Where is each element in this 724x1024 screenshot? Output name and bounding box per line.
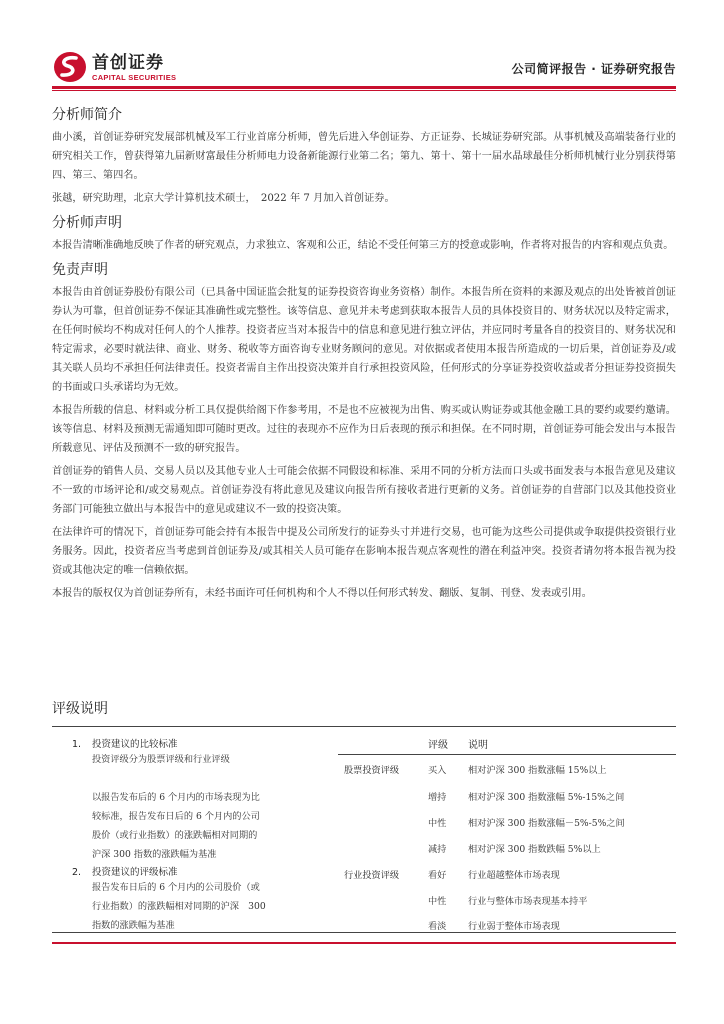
header-divider-thin: [52, 90, 676, 91]
disclaimer-paragraph: 本报告的版权仅为首创证券所有，未经书面许可任何机构和个人不得以任何形式转发、翻版、复制、刊登、发表或引用。: [52, 588, 592, 599]
rating-level: 看淡: [428, 921, 447, 932]
header-divider: [52, 86, 676, 89]
criteria-title: 2. 投资建议的评级标准: [72, 867, 178, 878]
disclaimer-paragraph: 本报告由首创证券股份有限公司（已具备中国证监会批复的证券投资咨询业务资格）制作。本报告所在资料的来源及观点的出处皆被首创证券认为可靠，但首创证券不保证其准确性或完整性。该等信息、意见并未考虑到获取本报告人员的具体投资目的、财务状况以及特定需求，在任何时候均不构成对任何人的个人推荐。投资者应当对本报告中的信息和意见进行独立评估，并应同时考量各自的投资目的、财务状况和特定需求，必要时就法律、商业、财务、税收等方面咨询专业财务顾问的意见。对依据或者使用本报告所造成的一切后果，首创证券及/或其关联人员均不承担任何法律责任。投资者需自主作出投资决策并自行承担投资风险，任何形式的分享证券投资收益或者分担证券投资损失的书面或口头承诺均为无效。: [52, 287, 676, 393]
rating-description: 行业超越整体市场表现: [468, 870, 560, 881]
rating-description: 行业与整体市场表现基本持平: [468, 896, 588, 907]
logo-english-name: CAPITAL SECURITIES: [92, 72, 177, 82]
company-logo: [52, 50, 176, 84]
rating-level: 增持: [428, 792, 447, 803]
rating-level: 买入: [428, 765, 447, 776]
criteria-title: 1. 投资建议的比较标准: [72, 739, 178, 750]
analyst-statement-paragraph: 本报告清晰准确地反映了作者的研究观点，力求独立、客观和公正，结论不受任何第三方的授意或影响，作者将对报告的内容和观点负责。: [52, 240, 674, 251]
page-header: [52, 50, 676, 84]
section-heading: 免责声明: [52, 262, 108, 278]
column-header-level: 评级: [428, 740, 448, 751]
disclaimer-paragraph: 首创证券的销售人员、交易人员以及其他专业人士可能会依据不同假设和标准、采用不同的分析方法而口头或书面发表与本报告意见及建议不一致的市场评论和/或交易观点。首创证券没有将此意见及建议向报告所有接收者进行更新的义务。首创证券的自营部门以及其他投资业务部门可能独立做出与本报告中的意见或建议不一致的投资决策。: [52, 466, 676, 515]
rating-level: 中性: [428, 896, 447, 907]
report-type-title: 公司简评报告 · 证券研究报告: [511, 62, 676, 76]
rating-level: 中性: [428, 818, 447, 829]
rating-section: [52, 700, 676, 934]
rating-level: 减持: [428, 844, 447, 855]
table-top-border: [52, 726, 676, 727]
rating-table: [52, 726, 676, 934]
criteria-description: 投资评级分为股票评级和行业评级 以报告发布后的 6 个月内的市场表现为比 较标准，报告发布日后的 6 个月内的公司 股价（或行业指数）的涨跌幅相对同期的 沪深 300 指数的涨跌幅为基准: [92, 754, 260, 860]
rating-description: 相对沪深 300 指数涨幅－5%-5%之间: [468, 818, 625, 829]
industry-rating-category: 行业投资评级: [344, 870, 400, 881]
section-heading: 评级说明: [52, 701, 108, 717]
table-bottom-border: [52, 932, 676, 933]
disclaimer-paragraph: 在法律许可的情况下，首创证券可能会持有本报告中提及公司所发行的证券头寸并进行交易，也可能为这些公司提供或争取提供投资银行业务服务。因此，投资者应当考虑到首创证券及/或其相关人员可能存在影响本报告观点客观性的潜在利益冲突。投资者请勿将本报告视为投资或其他决定的唯一信赖依据。: [52, 527, 676, 576]
section-heading: 分析师声明: [52, 215, 122, 231]
logo-chinese-name: 首创证券: [92, 52, 164, 73]
rating-description: 相对沪深 300 指数涨幅 5%-15%之间: [468, 792, 625, 803]
rating-description: 相对沪深 300 指数涨幅 15%以上: [468, 765, 607, 776]
analyst-intro-paragraph: 曲小溪，首创证券研究发展部机械及军工行业首席分析师，曾先后进入华创证券、方正证券、长城证券研究部。从事机械及高端装备行业的研究相关工作，曾获得第九届新财富最佳分析师电力设备新能源行业第二名；第九、第十、第十一届水晶球最佳分析师机械行业分别获得第四、第三、第四名。: [52, 132, 676, 181]
main-content: [52, 106, 676, 609]
header-underline: [338, 754, 676, 755]
section-heading: 分析师简介: [52, 107, 122, 123]
rating-description: 行业弱于整体市场表现: [468, 921, 560, 932]
column-header-description: 说明: [468, 740, 488, 751]
rating-level: 看好: [428, 870, 447, 881]
stock-rating-category: 股票投资评级: [344, 765, 400, 776]
disclaimer-section: [52, 261, 676, 603]
analyst-statement-section: [52, 214, 676, 255]
logo-emblem-icon: [52, 50, 88, 84]
footer-divider: [52, 942, 676, 944]
criteria-description: 报告发布日后的 6 个月内的公司股价（或 行业指数）的涨跌幅相对同期的沪深 300 指数的涨跌幅为基准: [92, 882, 266, 931]
disclaimer-paragraph: 本报告所载的信息、材料或分析工具仅提供给阁下作参考用，不是也不应被视为出售、购买或认购证券或其他金融工具的要约或要约邀请。该等信息、材料及预测无需通知即可随时更改。过往的表现亦不应作为日后表现的预示和担保。在不同时期，首创证券可能会发出与本报告所载意见、评估及预测不一致的研究报告。: [52, 405, 676, 454]
rating-description: 相对沪深 300 指数跌幅 5%以上: [468, 844, 601, 855]
analyst-intro-paragraph: 张越，研究助理，北京大学计算机技术硕士， 2022 年 7 月加入首创证券。: [52, 193, 395, 204]
analyst-intro-section: [52, 106, 676, 208]
